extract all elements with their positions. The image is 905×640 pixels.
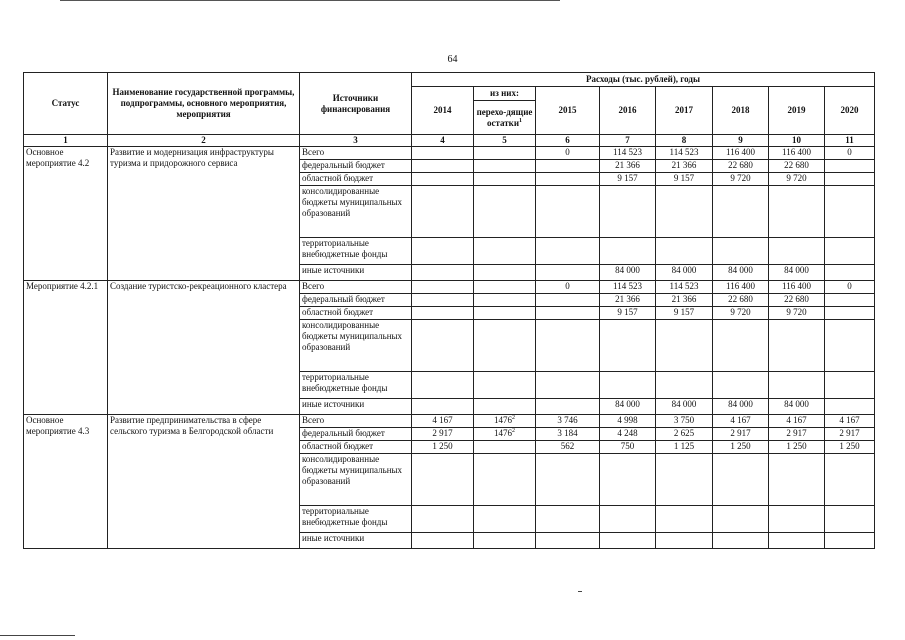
cell-2019: 9 720: [769, 307, 825, 320]
cell-2017: 114 523: [656, 147, 713, 160]
header-of-them: из них:: [474, 87, 536, 101]
column-number-row: [24, 135, 875, 147]
cell-2020: [825, 399, 875, 415]
top-rule: [60, 0, 560, 1]
header-year-2014: 2014: [412, 87, 474, 135]
cell-2019: [769, 506, 825, 533]
header-status: Статус: [24, 73, 108, 135]
cell-2018: 2 917: [713, 428, 769, 441]
cell-2016: [600, 454, 656, 506]
cell-carryover: [474, 238, 536, 265]
cell-2019: [769, 533, 825, 549]
cell-2018: 4 167: [713, 415, 769, 428]
cell-2018: 9 720: [713, 307, 769, 320]
cell-2014: [412, 399, 474, 415]
cell-2014: [412, 533, 474, 549]
cell-2014: 1 250: [412, 441, 474, 454]
cell-2020: [825, 533, 875, 549]
cell-2014: [412, 281, 474, 294]
cell-2015: 0: [536, 281, 600, 294]
column-number: 7: [600, 135, 656, 147]
cell-carryover: 1476$^2$: [474, 415, 536, 428]
cell-2016: 114 523: [600, 281, 656, 294]
cell-2016: [600, 372, 656, 399]
cell-2015: [536, 320, 600, 372]
cell-2017: 21 366: [656, 294, 713, 307]
cell-2019: [769, 238, 825, 265]
cell-2020: [825, 238, 875, 265]
cell-2019: 116 400: [769, 147, 825, 160]
cell-2015: 3 184: [536, 428, 600, 441]
cell-2015: 0: [536, 147, 600, 160]
cell-2020: [825, 265, 875, 281]
cell-2015: [536, 399, 600, 415]
header-year-2019: 2019: [769, 87, 825, 135]
cell-2020: 4 167: [825, 415, 875, 428]
cell-2017: 9 157: [656, 173, 713, 186]
cell-2020: 0: [825, 147, 875, 160]
cell-2016: [600, 533, 656, 549]
cell-2014: [412, 265, 474, 281]
cell-2018: 1 250: [713, 441, 769, 454]
cell-2018: [713, 320, 769, 372]
cell-2017: 3 750: [656, 415, 713, 428]
cell-2019: 22 680: [769, 160, 825, 173]
cell-2019: 1 250: [769, 441, 825, 454]
cell-2014: [412, 147, 474, 160]
cell-2017: 2 625: [656, 428, 713, 441]
funding-source-cell: областной бюджет: [300, 173, 412, 186]
cell-2015: [536, 506, 600, 533]
funding-source-cell: федеральный бюджет: [300, 160, 412, 173]
cell-2014: [412, 506, 474, 533]
cell-2014: [412, 160, 474, 173]
funding-source-cell: территориальные внебюджетные фонды: [300, 506, 412, 533]
table-row: [24, 147, 875, 160]
funding-source-cell: иные источники: [300, 533, 412, 549]
cell-2020: 0: [825, 281, 875, 294]
cell-carryover: [474, 506, 536, 533]
page-number: 64: [447, 54, 458, 65]
cell-2020: [825, 186, 875, 238]
cell-2014: [412, 372, 474, 399]
funding-source-cell: консолидированные бюджеты муниципальных образований: [300, 454, 412, 506]
cell-2016: 9 157: [600, 173, 656, 186]
cell-2018: [713, 186, 769, 238]
cell-carryover: [474, 454, 536, 506]
cell-2015: [536, 238, 600, 265]
column-number: 5: [474, 135, 536, 147]
cell-2016: [600, 320, 656, 372]
cell-2018: 84 000: [713, 399, 769, 415]
cell-carryover: 1476$^2$: [474, 428, 536, 441]
cell-2016: 21 366: [600, 294, 656, 307]
cell-2019: 2 917: [769, 428, 825, 441]
cell-2015: [536, 265, 600, 281]
cell-carryover: [474, 320, 536, 372]
cell-2014: [412, 454, 474, 506]
header-year-2015: 2015: [536, 87, 600, 135]
cell-2016: [600, 186, 656, 238]
cell-2019: 4 167: [769, 415, 825, 428]
column-number: 11: [825, 135, 875, 147]
cell-carryover: [474, 173, 536, 186]
cell-2017: [656, 454, 713, 506]
cell-2020: [825, 506, 875, 533]
column-number: 4: [412, 135, 474, 147]
cell-2017: [656, 186, 713, 238]
cell-carryover: [474, 372, 536, 399]
cell-2018: 116 400: [713, 281, 769, 294]
cell-2017: 84 000: [656, 399, 713, 415]
cell-carryover: [474, 147, 536, 160]
table-row: [24, 415, 875, 428]
cell-2014: [412, 307, 474, 320]
cell-2018: [713, 533, 769, 549]
cell-2018: 116 400: [713, 147, 769, 160]
cell-carryover: [474, 441, 536, 454]
budget-table: [23, 72, 875, 549]
column-number: 6: [536, 135, 600, 147]
column-number: 10: [769, 135, 825, 147]
cell-2015: [536, 160, 600, 173]
cell-2017: [656, 320, 713, 372]
cell-2014: 4 167: [412, 415, 474, 428]
cell-2017: 9 157: [656, 307, 713, 320]
cell-2015: [536, 533, 600, 549]
cell-2014: [412, 294, 474, 307]
cell-2015: [536, 454, 600, 506]
activity-name-cell: Развитие предпринимательства в сфере сельского туризма в Белгородской области: [108, 415, 300, 549]
cell-2020: [825, 160, 875, 173]
cell-2019: [769, 320, 825, 372]
funding-source-cell: областной бюджет: [300, 441, 412, 454]
cell-2016: 21 366: [600, 160, 656, 173]
activity-name-cell: Создание туристско-рекреационного кластера: [108, 281, 300, 415]
status-cell: Основное мероприятие 4.3: [24, 415, 108, 549]
cell-2017: 84 000: [656, 265, 713, 281]
status-cell: Мероприятие 4.2.1: [24, 281, 108, 415]
header-expenses: Расходы (тыс. рублей), годы: [412, 73, 875, 87]
cell-2020: 1 250: [825, 441, 875, 454]
cell-2020: [825, 307, 875, 320]
cell-2016: [600, 506, 656, 533]
column-number: 8: [656, 135, 713, 147]
cell-2018: 84 000: [713, 265, 769, 281]
funding-source-cell: консолидированные бюджеты муниципальных образований: [300, 320, 412, 372]
cell-2020: [825, 372, 875, 399]
cell-2018: [713, 454, 769, 506]
cell-2017: [656, 238, 713, 265]
cell-2015: [536, 372, 600, 399]
cell-2018: [713, 372, 769, 399]
cell-2015: [536, 294, 600, 307]
cell-2015: 562: [536, 441, 600, 454]
funding-source-cell: Всего: [300, 281, 412, 294]
stray-mark: [578, 591, 582, 592]
cell-2020: 2 917: [825, 428, 875, 441]
cell-2016: [600, 238, 656, 265]
cell-2019: 116 400: [769, 281, 825, 294]
header-year-2018: 2018: [713, 87, 769, 135]
cell-2018: 22 680: [713, 294, 769, 307]
cell-2017: [656, 372, 713, 399]
header-year-2017: 2017: [656, 87, 713, 135]
cell-2018: [713, 506, 769, 533]
cell-2019: 84 000: [769, 399, 825, 415]
cell-2017: [656, 533, 713, 549]
column-number: 3: [300, 135, 412, 147]
column-number: 9: [713, 135, 769, 147]
cell-2014: [412, 320, 474, 372]
cell-carryover: [474, 160, 536, 173]
cell-2017: 1 125: [656, 441, 713, 454]
table-row: [24, 281, 875, 294]
cell-2020: [825, 173, 875, 186]
funding-source-cell: иные источники: [300, 265, 412, 281]
header-year-2020: 2020: [825, 87, 875, 135]
cell-2016: 114 523: [600, 147, 656, 160]
cell-2018: 9 720: [713, 173, 769, 186]
cell-2014: [412, 238, 474, 265]
cell-carryover: [474, 533, 536, 549]
cell-2015: [536, 173, 600, 186]
funding-source-cell: территориальные внебюджетные фонды: [300, 238, 412, 265]
cell-2016: 4 998: [600, 415, 656, 428]
column-number: 1: [24, 135, 108, 147]
cell-2016: 9 157: [600, 307, 656, 320]
cell-2020: [825, 294, 875, 307]
cell-2015: 3 746: [536, 415, 600, 428]
cell-carryover: [474, 265, 536, 281]
funding-source-cell: консолидированные бюджеты муниципальных образований: [300, 186, 412, 238]
cell-2016: 84 000: [600, 265, 656, 281]
bottom-rule: [0, 635, 75, 636]
funding-source-cell: областной бюджет: [300, 307, 412, 320]
header-carryover: перехо-дящие остатки$^1$: [474, 101, 536, 135]
cell-2020: [825, 454, 875, 506]
cell-2017: 21 366: [656, 160, 713, 173]
funding-source-cell: Всего: [300, 147, 412, 160]
cell-2016: 750: [600, 441, 656, 454]
header-sources: Источники финансирования: [300, 73, 412, 135]
header-year-2016: 2016: [600, 87, 656, 135]
cell-2017: [656, 506, 713, 533]
cell-carryover: [474, 294, 536, 307]
cell-2019: [769, 372, 825, 399]
cell-2019: 84 000: [769, 265, 825, 281]
cell-2016: 4 248: [600, 428, 656, 441]
funding-source-cell: федеральный бюджет: [300, 428, 412, 441]
funding-source-cell: иные источники: [300, 399, 412, 415]
cell-2018: 22 680: [713, 160, 769, 173]
cell-2014: 2 917: [412, 428, 474, 441]
funding-source-cell: федеральный бюджет: [300, 294, 412, 307]
header-name: Наименование государственной программы, подпрограммы, основного мероприятия, мероприятия: [108, 73, 300, 135]
cell-2017: 114 523: [656, 281, 713, 294]
cell-2019: 22 680: [769, 294, 825, 307]
cell-2014: [412, 186, 474, 238]
cell-carryover: [474, 186, 536, 238]
cell-2014: [412, 173, 474, 186]
status-cell: Основное мероприятие 4.2: [24, 147, 108, 281]
cell-2015: [536, 307, 600, 320]
cell-2015: [536, 186, 600, 238]
column-number: 2: [108, 135, 300, 147]
cell-2018: [713, 238, 769, 265]
cell-2019: [769, 186, 825, 238]
cell-2016: 84 000: [600, 399, 656, 415]
activity-name-cell: Развитие и модернизация инфраструктуры туризма и придорожного сервиса: [108, 147, 300, 281]
cell-carryover: [474, 281, 536, 294]
cell-2019: [769, 454, 825, 506]
cell-carryover: [474, 399, 536, 415]
cell-2019: 9 720: [769, 173, 825, 186]
funding-source-cell: Всего: [300, 415, 412, 428]
cell-2020: [825, 320, 875, 372]
cell-carryover: [474, 307, 536, 320]
funding-source-cell: территориальные внебюджетные фонды: [300, 372, 412, 399]
